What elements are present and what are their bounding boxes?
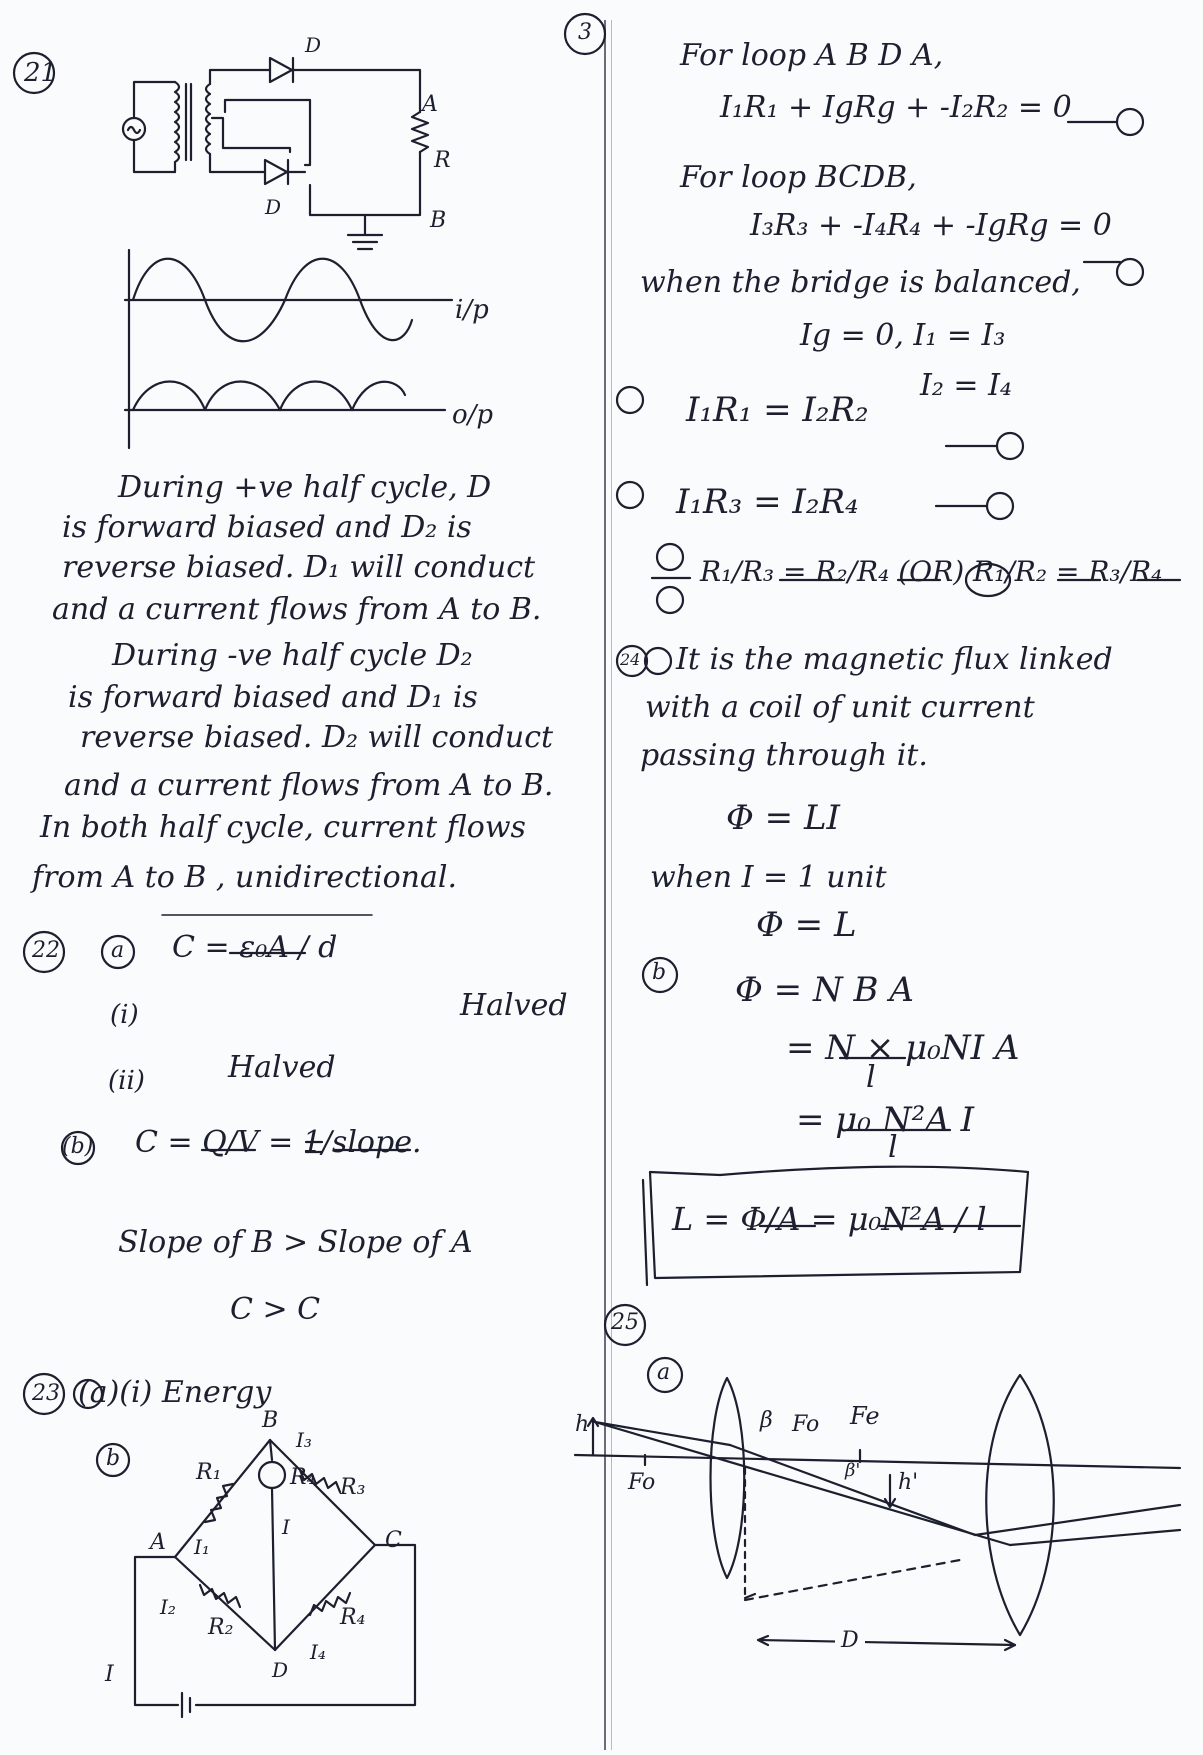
- q23-a-answer: (a)(i) Energy: [78, 1375, 272, 1410]
- q21-line-5: During -ve half cycle D₂: [112, 638, 473, 673]
- q22-a-label: a: [111, 938, 125, 963]
- q24-step-2-den: l: [866, 1060, 876, 1095]
- bridge-label-i: I: [105, 1662, 114, 1687]
- q24-phi-l: Φ = L: [756, 905, 857, 945]
- q22-i-answer: Halved: [460, 988, 568, 1023]
- q25-a-label: a: [657, 1360, 671, 1385]
- equation-4: I₁R₃ = I₂R₄: [676, 482, 859, 522]
- resistance-ratio: R₁/R₃ = R₂/R₄ (OR) R₁/R₂ = R₃/R₄: [700, 555, 1163, 588]
- point-a-label: A: [422, 92, 438, 117]
- transformer-primary: [175, 82, 179, 172]
- ray-label-h-prime: h': [898, 1470, 919, 1495]
- q24-step-3: = μ₀ N²A I: [796, 1100, 975, 1140]
- bridge-label-r2: R₂: [208, 1615, 234, 1640]
- ray-label-d: D: [835, 1628, 865, 1653]
- equation-3: I₁R₁ = I₂R₂: [686, 390, 869, 430]
- loop-bcdb-heading: For loop BCDB,: [680, 160, 917, 195]
- output-rectified-wave: [133, 382, 405, 411]
- q22-b-label: (b): [62, 1134, 94, 1159]
- q21-line-7: reverse biased. D₂ will conduct: [80, 720, 554, 755]
- bridge-label-ig: I: [282, 1515, 290, 1539]
- d2-label: D: [265, 195, 282, 219]
- q21-line-6: is forward biased and D₁ is: [68, 680, 478, 715]
- q24-step-2: = N × μ₀NI A: [786, 1028, 1020, 1068]
- bridge-label-c: C: [385, 1528, 402, 1553]
- rl-label: R: [434, 148, 451, 173]
- ray-label-fo-right: Fo: [792, 1412, 820, 1437]
- transformer-secondary: [206, 84, 210, 154]
- q24-definition-3: passing through it.: [640, 738, 928, 773]
- output-label: o/p: [452, 400, 494, 430]
- diode-d2: [265, 160, 287, 184]
- eyepiece-lens: [986, 1375, 1054, 1635]
- q22-result: C > C: [230, 1292, 321, 1327]
- ray-label-beta: β: [760, 1408, 773, 1433]
- q24-boxed-result: L = Φ/A = μ₀N²A / l: [672, 1200, 987, 1238]
- q24-definition-1: It is the magnetic flux linked: [676, 642, 1113, 677]
- q21-line-10: from A to B , unidirectional.: [32, 860, 457, 895]
- loop-abda-heading: For loop A B D A,: [680, 38, 944, 73]
- objective-lens: [711, 1378, 745, 1578]
- q24-number: 24: [620, 650, 641, 669]
- ray-label-fe: Fe: [850, 1402, 880, 1430]
- bridge-label-a: A: [150, 1530, 166, 1555]
- balanced-condition: when the bridge is balanced,: [640, 265, 1081, 300]
- ray-label-fo-left: Fo: [628, 1470, 656, 1495]
- ray-label-beta-prime: β': [845, 1460, 861, 1481]
- q23-number: 23: [32, 1381, 60, 1406]
- q21-line-3: reverse biased. D₁ will conduct: [62, 550, 536, 585]
- bridge-label-b: B: [262, 1408, 279, 1433]
- point-b-label: B: [430, 208, 447, 233]
- d1-label: D: [305, 33, 322, 57]
- balanced-i2-i4: I₂ = I₄: [920, 368, 1012, 403]
- q21-line-8: and a current flows from A to B.: [64, 768, 554, 803]
- q22-formula: C = ε₀A / d: [172, 930, 338, 965]
- q21-number: 21: [24, 58, 58, 88]
- load-resistor: [412, 112, 428, 152]
- bridge-label-i4: I₄: [310, 1640, 326, 1664]
- bridge-label-rg: R₄: [290, 1465, 316, 1490]
- q24-phi-li: Φ = LI: [726, 798, 840, 838]
- bridge-label-i2: I₂: [160, 1595, 176, 1619]
- q23-b-label: b: [106, 1446, 121, 1471]
- loop-abda-equation: I₁R₁ + IgRg + -I₂R₂ = 0: [720, 90, 1072, 125]
- q24-phi-nba: Φ = N B A: [735, 970, 914, 1010]
- q24-step-3-den: l: [888, 1130, 898, 1165]
- q22-slope-compare: Slope of B > Slope of A: [118, 1225, 473, 1260]
- q21-line-2: is forward biased and D₂ is: [62, 510, 472, 545]
- q24-definition-2: with a coil of unit current: [645, 690, 1035, 725]
- q21-line-9: In both half cycle, current flows: [40, 810, 526, 845]
- loop-bcdb-equation: I₃R₃ + -I₄R₄ + -IgRg = 0: [750, 208, 1112, 243]
- bridge-label-i3: I₃: [296, 1428, 312, 1452]
- q22-number: 22: [32, 938, 60, 963]
- q24-when-unit: when I = 1 unit: [650, 860, 887, 895]
- q22-i-label: (i): [110, 1000, 139, 1030]
- bridge-label-r3: R₃: [340, 1475, 366, 1500]
- input-label: i/p: [455, 295, 489, 325]
- q22-ii-answer: Halved: [228, 1050, 336, 1085]
- bridge-label-d: D: [272, 1658, 289, 1682]
- q22-ii-label: (ii): [108, 1066, 145, 1096]
- q25-number: 25: [611, 1310, 639, 1335]
- balanced-ig-zero: Ig = 0, I₁ = I₃: [800, 318, 1006, 353]
- diode-d1: [270, 58, 292, 82]
- q21-line-4: and a current flows from A to B.: [52, 592, 542, 627]
- q22-b-formula: C = Q/V = 1/slope.: [135, 1125, 422, 1160]
- bridge-label-r1: R₁: [196, 1460, 222, 1485]
- bridge-label-i1: I₁: [194, 1535, 210, 1559]
- q24-b-label: b: [652, 960, 667, 985]
- ray-label-h: h: [575, 1412, 590, 1437]
- bridge-label-r4: R₄: [340, 1605, 366, 1630]
- q21-line-1: During +ve half cycle, D: [118, 470, 492, 505]
- page-number: 3: [578, 20, 592, 45]
